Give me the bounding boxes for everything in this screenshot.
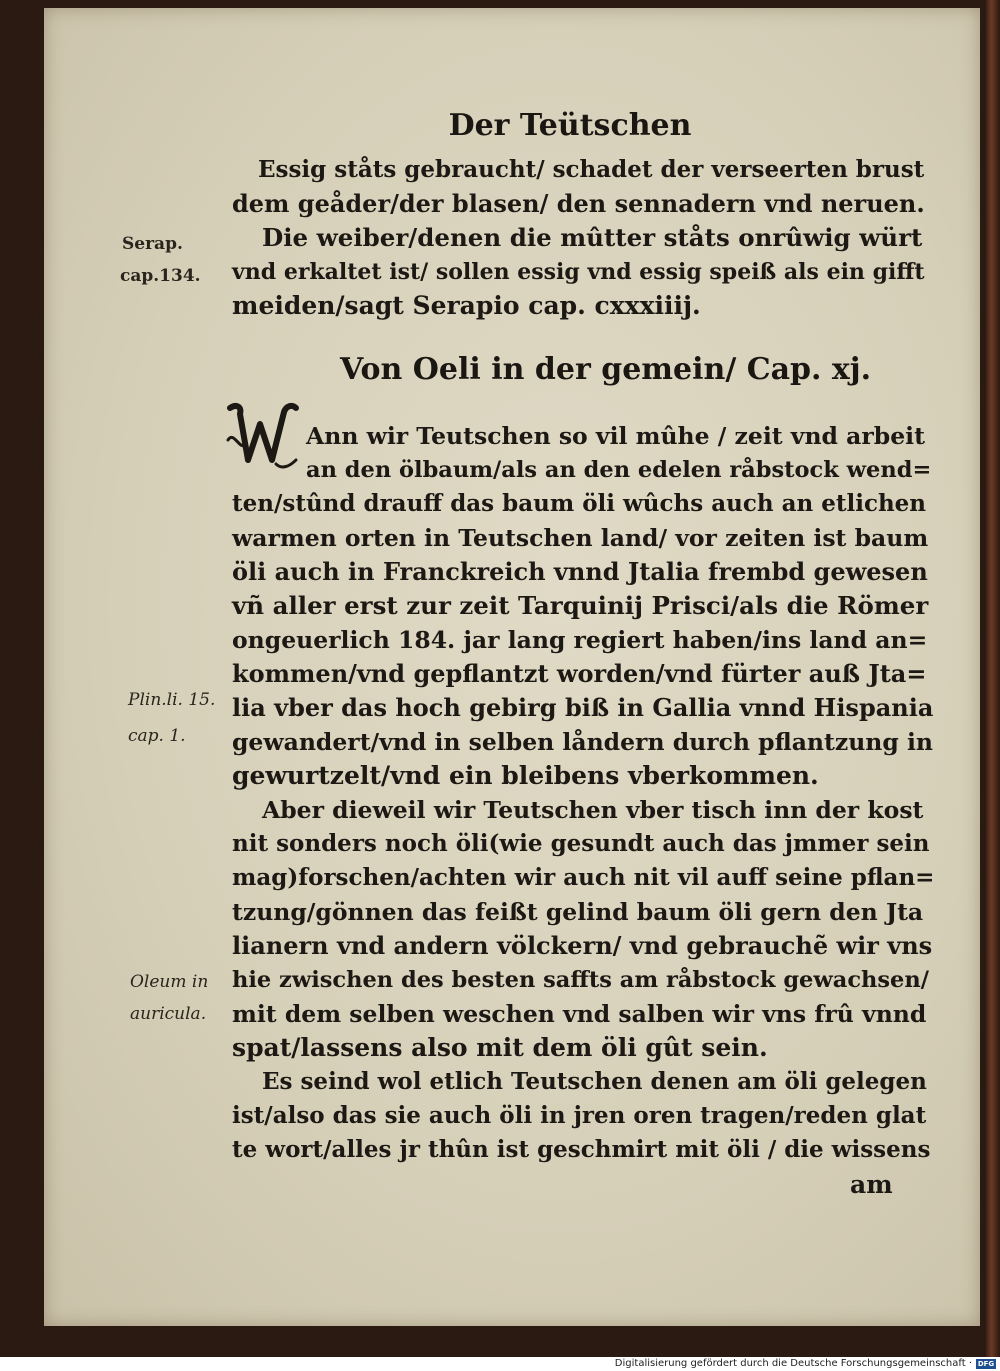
- text-line: tzung/gönnen das feißt gelind baum öli gern den Jta: [232, 898, 924, 926]
- text-line: vñ aller erst zur zeit Tarquinij Prisci/als die Römer: [232, 591, 929, 620]
- text-line: kommen/vnd gepflantzt worden/vnd fürter auß Jta=: [232, 659, 927, 688]
- text-line: mag)forschen/achten wir auch nit vil auff seine pflan=: [232, 864, 935, 891]
- text-line: vnd erkaltet ist/ sollen essig vnd essig speiß als ein gifft: [232, 259, 925, 285]
- text-line: Ann wir Teutschen so vil mûhe / zeit vnd arbeit: [306, 422, 925, 450]
- text-line: ist/also das sie auch öli in jren oren tragen/reden glat: [232, 1102, 927, 1129]
- marginal-note: Plin.li. 15.: [128, 690, 216, 710]
- marginal-note: Oleum in: [130, 972, 209, 992]
- running-head: Der Teütschen: [448, 108, 692, 143]
- text-line: nit sonders noch öli(wie gesundt auch das jmmer sein: [232, 830, 930, 857]
- marginal-note: Serap.: [122, 234, 183, 254]
- text-line: spat/lassens also mit dem öli gût sein.: [232, 1033, 768, 1062]
- footer-bar: [0, 1357, 1000, 1371]
- marginal-note: cap. 1.: [128, 726, 186, 746]
- text-line: lia vber das hoch gebirg biß in Gallia vnnd Hispania: [232, 693, 934, 722]
- text-line: meiden/sagt Serapio cap. cxxxiiij.: [232, 291, 701, 320]
- text-line: ongeuerlich 184. jar lang regiert haben/ins land an=: [232, 626, 928, 654]
- text-line: lianern vnd andern völckern/ vnd gebrauchẽ wir vns: [232, 931, 933, 960]
- dfg-logo: DFG: [977, 1360, 995, 1368]
- text-line: warmen orten in Teutschen land/ vor zeiten ist baum: [232, 524, 929, 552]
- footer-credit: Digitalisierung gefördert durch die Deutsche Forschungsgemeinschaft ·: [614, 1358, 972, 1369]
- text-line: öli auch in Franckreich vnnd Jtalia frembd gewesen: [232, 557, 928, 586]
- text-line: hie zwischen des besten saffts am råbstock gewachsen/: [232, 967, 929, 993]
- text-line: Aber dieweil wir Teutschen vber tisch inn der kost: [262, 796, 924, 824]
- text-line: gewandert/vnd in selben låndern durch pflantzung in: [232, 728, 934, 756]
- book-edge: [986, 0, 1000, 1357]
- text-line: ten/stûnd drauff das baum öli wûchs auch an etlichen: [232, 490, 927, 517]
- marginal-note: auricula.: [130, 1004, 207, 1024]
- text-line: Essig ståts gebraucht/ schadet der verseerten brust: [258, 156, 925, 183]
- text-line: gewurtzelt/vnd ein bleibens vberkommen.: [232, 761, 819, 790]
- text-line: dem geåder/der blasen/ den sennadern vnd neruen.: [232, 189, 925, 218]
- dropcap-ornament: [226, 400, 300, 472]
- text-line: mit dem selben weschen vnd salben wir vns frû vnnd: [232, 1000, 927, 1028]
- marginal-note: cap.134.: [120, 266, 201, 286]
- catchword: am: [850, 1170, 893, 1199]
- text-line: an den ölbaum/als an den edelen råbstock wend=: [306, 457, 932, 483]
- chapter-heading: Von Oeli in der gemein/ Cap. xj.: [340, 352, 872, 387]
- dropcap-letter: W: [257, 448, 269, 459]
- text-line: te wort/alles jr thûn ist geschmirt mit öli / die wissens: [232, 1136, 931, 1163]
- text-line: Es seind wol etlich Teutschen denen am öli gelegen: [262, 1068, 927, 1095]
- text-line: Die weiber/denen die mûtter ståts onrûwig würt: [262, 223, 923, 252]
